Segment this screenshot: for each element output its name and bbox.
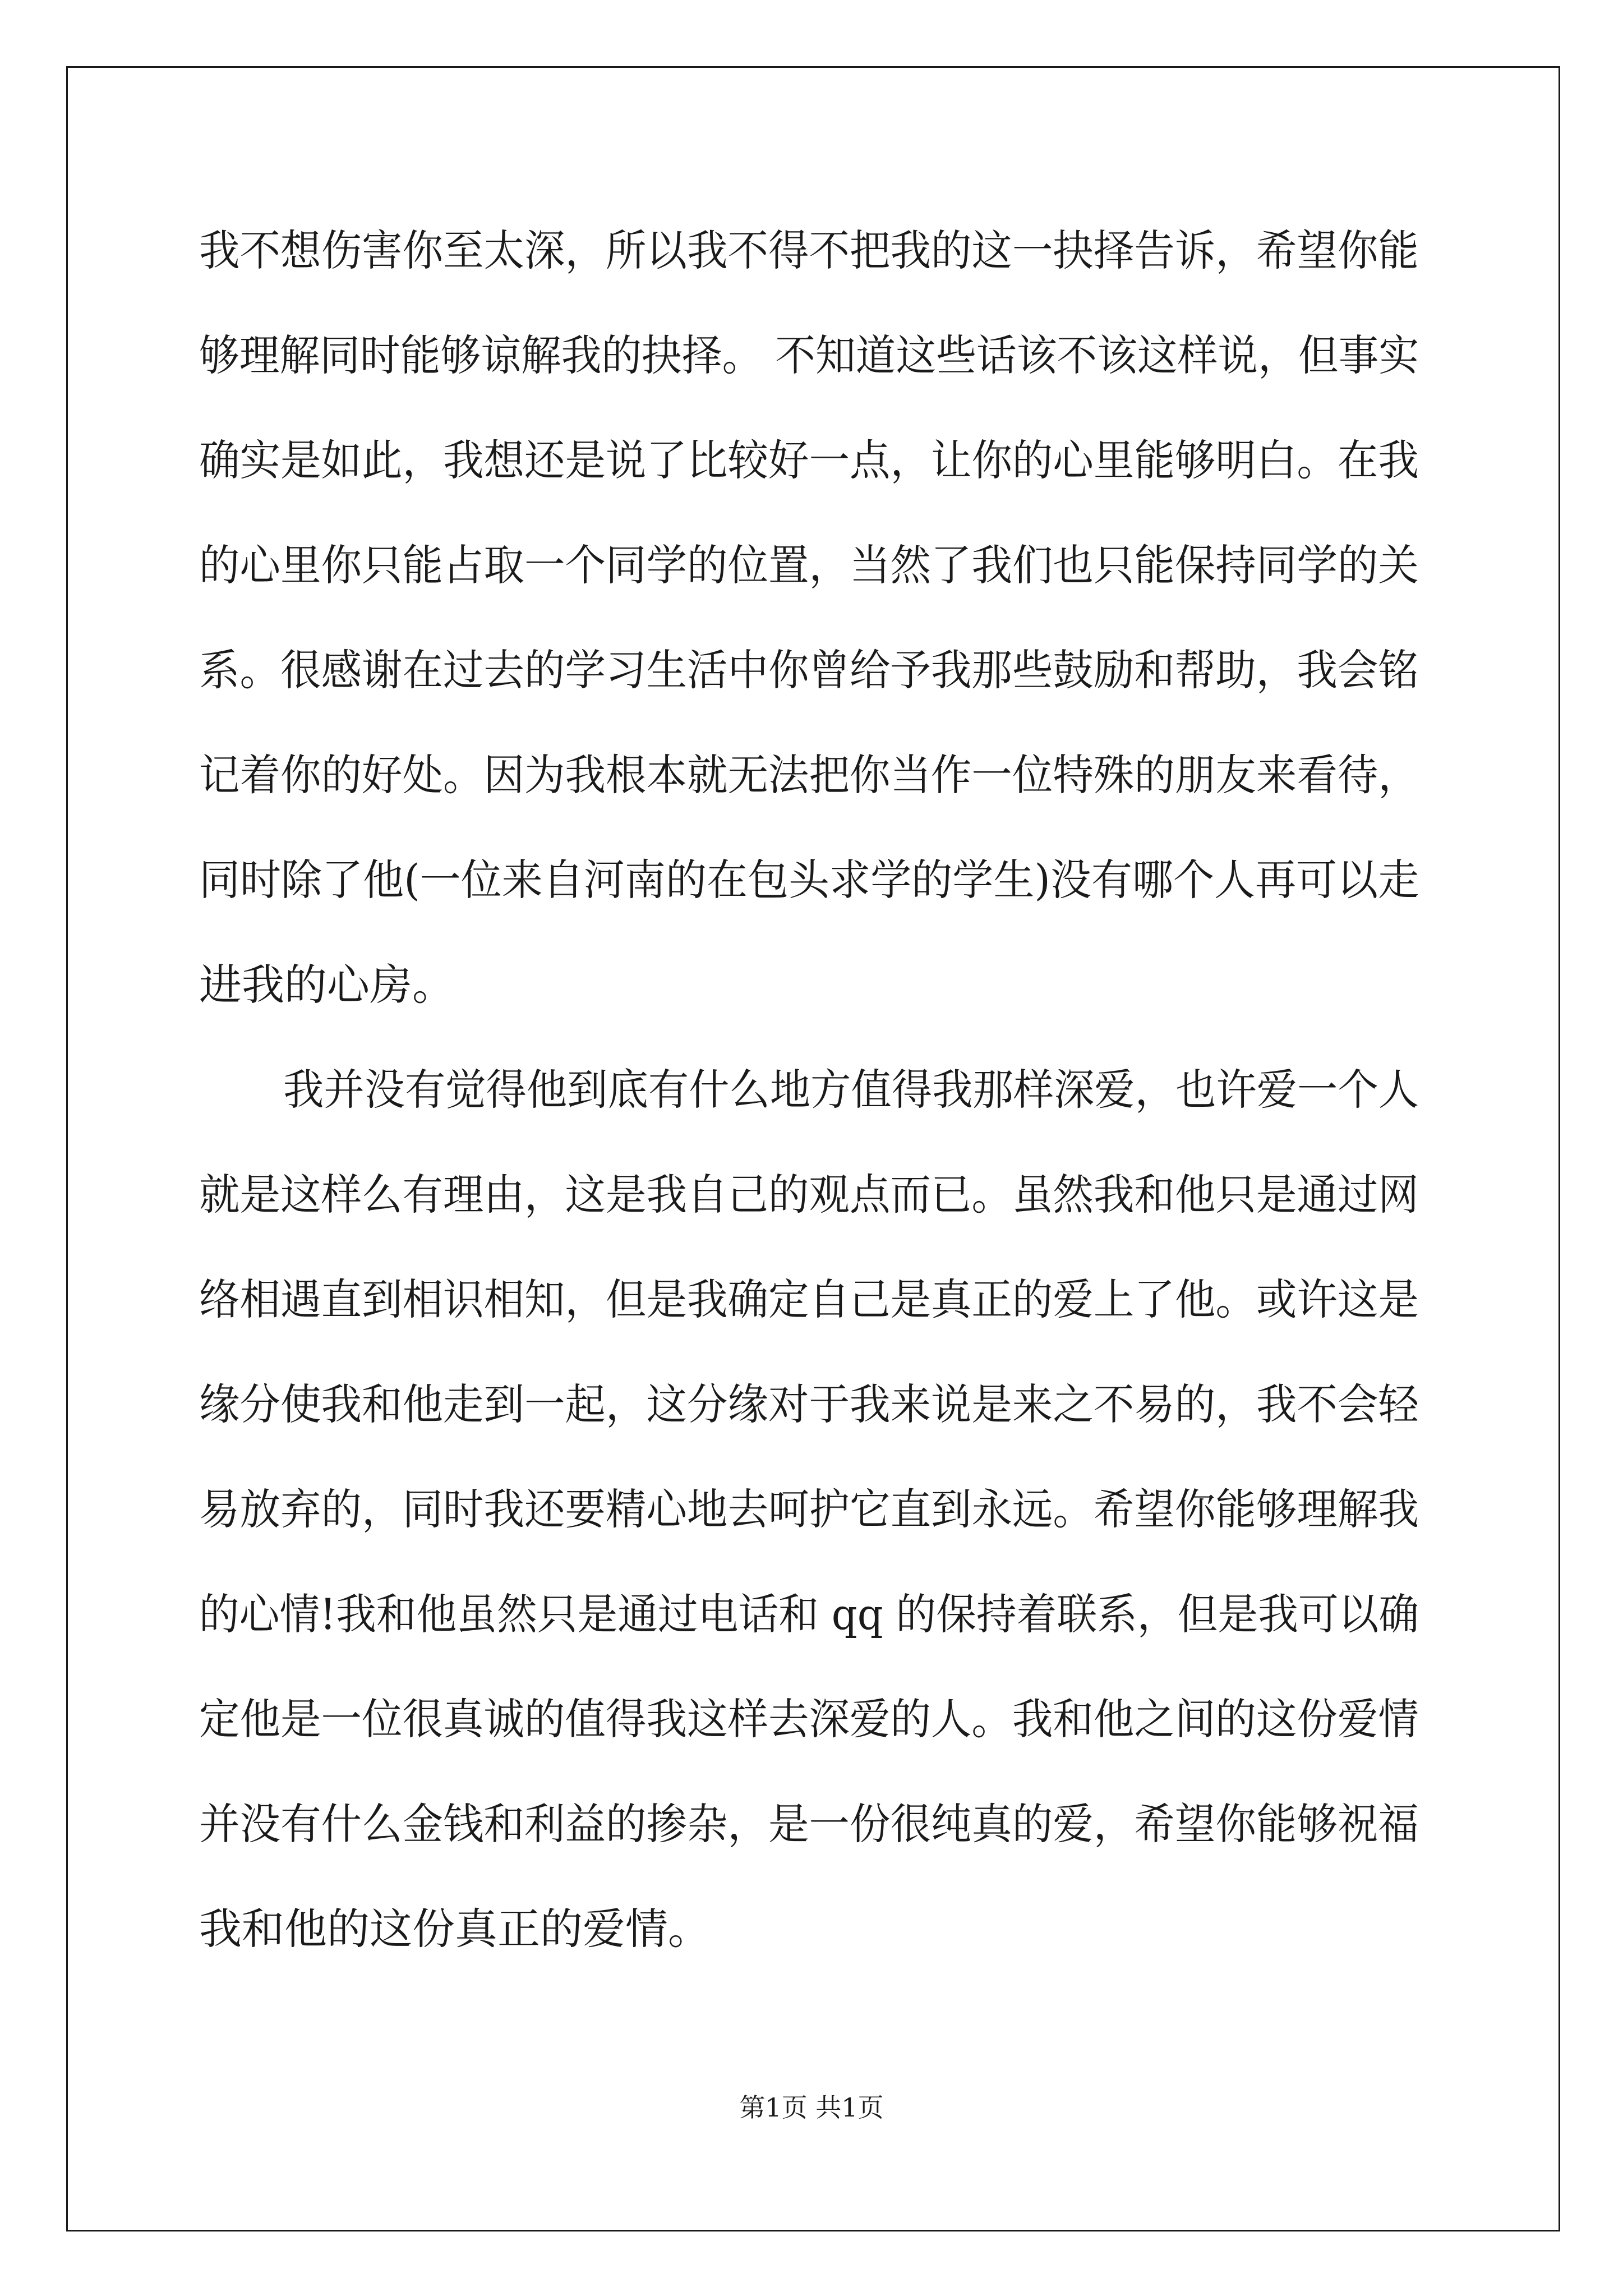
text-line: 并没有什么金钱和利益的掺杂，是一份很纯真的爱，希望你能够祝福 [199,1799,1419,1849]
text-line: 我并没有觉得他到底有什么地方值得我那样深爱，也许爱一个人 [283,1065,1419,1115]
text-line: 的心里你只能占取一个同学的位置，当然了我们也只能保持同学的关 [199,540,1419,590]
text-line: 就是这样么有理由，这是我自己的观点而已。虽然我和他只是通过网 [199,1170,1419,1220]
text-line: 我和他的这份真正的爱情。 [199,1904,711,1954]
text-line: 够理解同时能够谅解我的抉择。 不知道这些话该不该这样说，但事实 [199,330,1419,380]
text-line: 进我的心房。 [199,960,455,1010]
text-line: 记着你的好处。因为我根本就无法把你当作一位特殊的朋友来看待， [199,750,1419,800]
text-line: 同时除了他(一位来自河南的在包头求学的学生)没有哪个人再可以走 [199,855,1419,905]
text-line: 的心情!我和他虽然只是通过电话和 qq 的保持着联系，但是我可以确 [199,1589,1419,1639]
text-line: 我不想伤害你至太深，所以我不得不把我的这一抉择告诉，希望你能 [199,226,1419,275]
text-line: 易放弃的，同时我还要精心地去呵护它直到永远。希望你能够理解我 [199,1484,1419,1534]
text-line: 定他是一位很真诚的值得我这样去深爱的人。我和他之间的这份爱情 [199,1694,1419,1744]
text-line: 缘分使我和他走到一起，这分缘对于我来说是来之不易的，我不会轻 [199,1379,1419,1429]
page-number-footer: 第1页 共1页 [739,2092,884,2123]
text-line: 系。很感谢在过去的学习生活中你曾给予我那些鼓励和帮助，我会铭 [199,645,1419,695]
text-line: 确实是如此，我想还是说了比较好一点，让你的心里能够明白。在我 [199,435,1419,485]
text-line: 络相遇直到相识相知，但是我确定自己是真正的爱上了他。或许这是 [199,1274,1419,1324]
